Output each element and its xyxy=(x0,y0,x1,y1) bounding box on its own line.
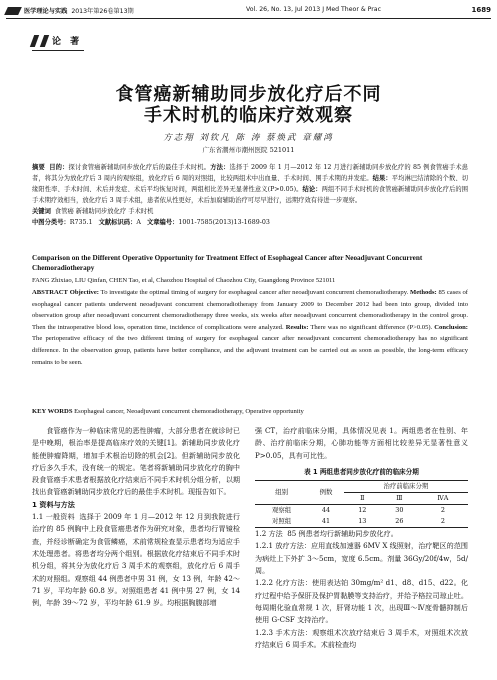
article-title-line-2: 手术时机的临床疗效观察 xyxy=(144,105,353,126)
table-row: 观察组 44 12 30 2 xyxy=(255,505,468,517)
result-text: 平均淋巴结清除的个数、切缘阳性率、手术时间、术后并发症、术后平均恢复时间，两组相比差异无显著性意义(P>0.05)。 xyxy=(32,175,469,193)
col-header-n: 例数 xyxy=(308,481,344,505)
col-header-stage: 治疗前临床分期 xyxy=(344,481,468,493)
keywords-cn: 关键词 食管癌 新辅助同步放化疗 手术时机 xyxy=(32,208,154,215)
method-text: 选择于 2009 年 1 月—2012 年 12 月进行新辅助同步放化疗的 85 例食管癌手术患者，将其分为放化疗后 3 周内的观察组，放化疗后 6 周的对照组，比较两组术中出血量、手术时间、围手术期的并发症。 xyxy=(32,164,469,182)
article-title-line-1: 食管癌新辅助同步放化疗后不同 xyxy=(115,84,382,105)
english-abstract: ABSTRACT Objective: To investigate the optimal timing of surgery for esophageal cancer after neoadjuvant concurrent chemoradiotherapy. Methods: 85 cases of esophageal cancer patients underwent neoadjuvant concurrent chemoradiotherapy from January 2009 to December 2012 had been into group, divided into observation group after neoadjuvant concurrent chemoradiotherapy three weeks, six weeks after neoadjuvant concurrent chemoradiotherapy in the control group. Then the intraoperative blood loss, operation time, incidence of complications were analyzed. Results: There was no significant difference (P>0.05). Conclusion: The perioperative efficacy of the two different timing of surgery for esophageal cancer after neoadjuvant concurrent chemoradiotherapy has no significant difference. In the observation group, patients have better compliance, and the adjuvant treatment can be carried out as soon as possible, the long-term efficacy remains to be seen. xyxy=(32,289,469,366)
body-column-right xyxy=(255,425,468,651)
abstract-label: 摘要 xyxy=(32,164,45,171)
english-keywords: KEY WORDS Esophageal cancer, Neoadjuvant concurrent chemoradiotherapy, Operative opportunity xyxy=(32,408,304,415)
authors: 方志翔 刘钦凡 陈 涛 蔡焕武 章耀鸿 xyxy=(163,133,334,143)
objective-text: 探讨食管癌新辅助同步放化疗后的最佳手术时机。 xyxy=(68,164,211,171)
subsection-general-data: 1.1 一般资料 选择于 2009 年 1 月—2012 年 12 月到我院进行治疗的 85 例胸中上段食管癌患者作为研究对象，患者均行胃镜检查，并经诊断确定为食管鳞癌，术前常规检查显示患者均为适应手术处理患者。将患者均分两个组别。根据放化疗结束后不同手术时机分组，将其分为放化疗后 3 周手术的观察组，放化疗后 6 周手术的对照组。观察组 44 例患者中男 31 例，女 13 例，年龄 42～71 岁，平均年龄 60.8 岁。对照组患者 41 例中男 27 例，女 14 例，年龄 39～72 岁，平均年龄 61.9 岁。均根据胸腹部增 xyxy=(32,512,240,608)
intro-paragraph: 食管癌作为一种临床常见的恶性肿瘤，大部分患者在就诊时已是中晚期，根治率是提高临床疗效的关键[1]。新辅助同步放化疗能使肿瘤降期，增加手术根治切除的机会[2]。但新辅助同步放化疗后多久手术，没有统一的规定。笔者将新辅助同步放化疗的胸中段食管癌手术患者根据放化疗结束后不同手术时机分组分析，以期找出食管癌新辅助同步放化疗后的最佳手术时机。现报告如下。 xyxy=(32,426,240,497)
table-title: 表 1 两组患者同步放化疗前的临床分期 xyxy=(304,467,419,476)
table-row: 对照组 41 13 26 2 xyxy=(255,516,468,528)
subsection-chemotherapy: 1.2.2 化疗方法：使用表达铂 30mg/m² d1、d8、d15、d22。化疗过程中给予保肝及保护胃黏膜等支持治疗，并给予格拉司琼止吐。每周期化验血常规 1 次，肝肾功能 1 次，出现Ⅲ～Ⅳ度骨髓抑制后使用 G-CSF 支持治疗。 xyxy=(255,578,468,625)
running-header xyxy=(6,4,491,19)
stage-header: ⅣA xyxy=(418,493,468,505)
section-tag xyxy=(32,34,82,47)
slash-icon xyxy=(40,35,49,47)
body-column-left xyxy=(32,425,240,609)
method-label: 方法： xyxy=(210,164,230,171)
subsection-surgery: 1.2.3 手术方法：观察组术次放疗结束后 3 周手术，对照组术次放疗结束后 6 周手术。术前检查均 xyxy=(255,627,468,649)
subsection-methods: 1.2 方法 85 例患者均行新辅助同步放化疗。 xyxy=(255,529,398,539)
section-label: 论 著 xyxy=(52,37,83,47)
english-authors: FANG Zhixiao, LIU Qinfan, CHEN Tao, et al, Chaozhou Hospital of Chaozhou City, Guangdong Province 521011 xyxy=(32,277,336,284)
stage-header: Ⅲ xyxy=(381,493,418,505)
conclusion-text: 两组不同手术时机的食管癌新辅助同步放化疗后的围手术期疗效相当，放化疗后 3 周手术组，患者依从性更好，术后加腐辅助治疗可尽早进行，远期疗效有待进一步观察。 xyxy=(32,186,469,204)
stage-header: Ⅱ xyxy=(344,493,381,505)
journal-logo-icon xyxy=(4,7,22,15)
section-underline xyxy=(32,50,84,51)
clinical-stage-table xyxy=(255,480,468,528)
page-number: 1689 xyxy=(471,6,491,14)
col-header-group: 组别 xyxy=(255,481,308,505)
conclusion-label: 结论： xyxy=(302,186,322,193)
english-title: Comparison on the Different Operative Opportunity for Treatment Effect of Esophageal Cancer after Neoadjuvant Concurrent Chemoradiotherapy xyxy=(32,254,423,272)
slash-icon xyxy=(30,35,39,47)
issue-info: 2013年第26卷第13期 xyxy=(71,8,134,15)
section-heading-materials: 1 资料与方法 xyxy=(32,499,75,509)
affiliation: 广东省潮州市潮州医院 521011 xyxy=(202,146,295,154)
abstract-chinese xyxy=(32,162,468,228)
journal-name: 医学理论与实践 xyxy=(24,8,68,15)
header-left xyxy=(6,6,134,15)
header-volume: Vol. 26, No. 13, Jul 2013 J Med Theor & Prac xyxy=(246,6,381,13)
continued-paragraph: 强 CT，治疗前临床分期，具体情况见表 1。两组患者在性别、年龄、治疗前临床分期，心肺功能等方面相比较差异无显著性意义 P>0.05，具有可比性。 xyxy=(255,426,468,460)
subsection-radiotherapy: 1.2.1 放疗方法：应用直线加速器 6MV X 线照射，治疗靶区的范围为病灶上下外扩 3～5cm，宽度 6.5cm。剂量 36Gy/20f/4w，5d/周。 xyxy=(255,541,468,576)
objective-label: 目的： xyxy=(49,164,69,171)
result-label: 结果： xyxy=(372,175,392,182)
classification-line: 中图分类号：R735.1 文献标识码：A 文章编号：1001-7585(2013)13-1689-03 xyxy=(32,219,270,226)
